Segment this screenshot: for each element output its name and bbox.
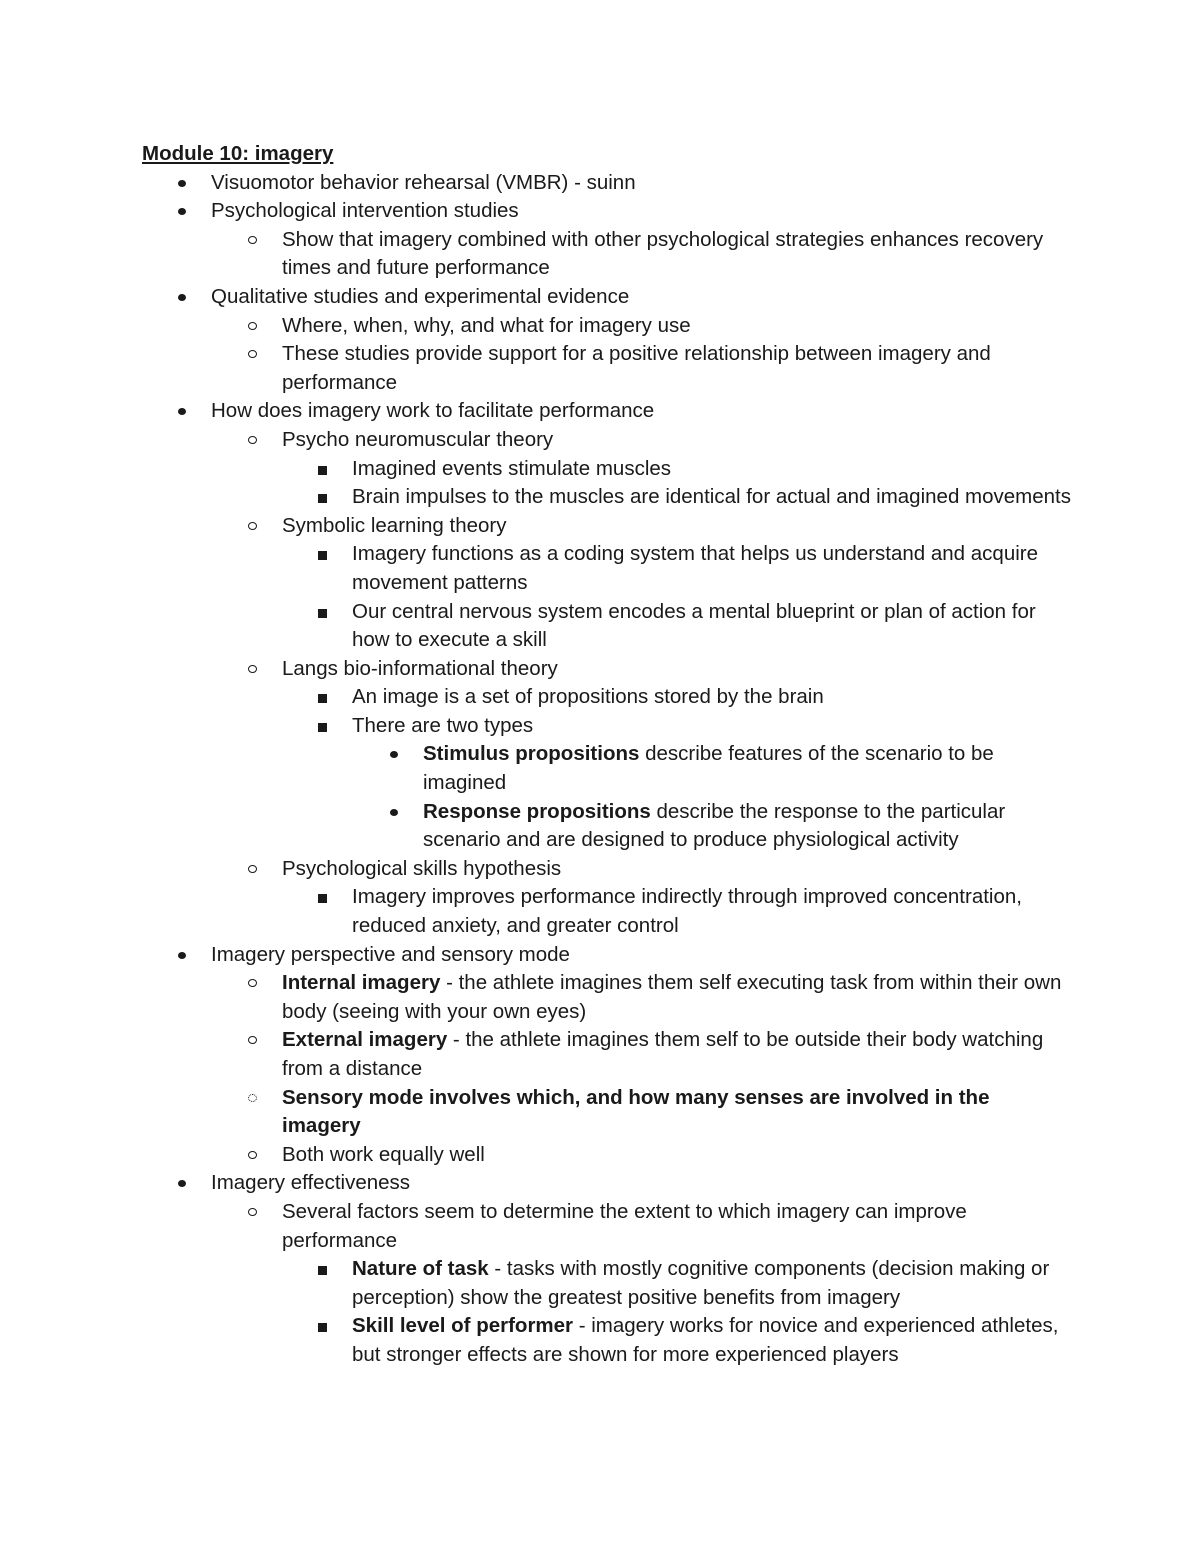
bullet-square-icon [316,483,330,512]
bullet-circle-icon [246,226,260,255]
bullet-disc-icon [175,941,189,970]
list-item: Langs bio-informational theory [142,655,1072,684]
list-item: Imagery effectiveness [142,1169,1072,1198]
bullet-disc-icon [175,397,189,426]
list-item: Brain impulses to the muscles are identical for actual and imagined movements [142,483,1072,512]
bullet-square-icon [316,683,330,712]
list-item: Imagined events stimulate muscles [142,455,1072,484]
list-item: These studies provide support for a positive relationship between imagery and performance [142,340,1072,397]
bullet-circle-icon [246,855,260,884]
list-item: An image is a set of propositions stored by the brain [142,683,1072,712]
bullet-circle-icon [246,426,260,455]
list-item: Symbolic learning theory [142,512,1072,541]
bullet-square-icon [316,455,330,484]
bullet-square-icon [316,883,330,912]
bullet-circle-icon [246,312,260,341]
list-item: Where, when, why, and what for imagery use [142,312,1072,341]
document-body [142,140,1072,1370]
list-item: Several factors seem to determine the extent to which imagery can improve performance [142,1198,1072,1255]
list-item: There are two types [142,712,1072,741]
bullet-disc-icon [387,798,401,827]
list-item: Qualitative studies and experimental evidence [142,283,1072,312]
list-item: How does imagery work to facilitate performance [142,397,1072,426]
list-item: Imagery functions as a coding system that helps us understand and acquire movement patterns [142,540,1072,597]
bullet-disc-icon [175,169,189,198]
bullet-square-icon [316,712,330,741]
list-item: Stimulus propositions describe features of the scenario to be imagined [142,740,1072,797]
bullet-circle-icon [246,969,260,998]
list-item: Both work equally well [142,1141,1072,1170]
bullet-circle-icon [246,512,260,541]
bullet-circle-icon [246,340,260,369]
bullet-disc-icon [387,740,401,769]
bullet-circle-icon [246,1141,260,1170]
bullet-square-icon [316,540,330,569]
bullet-circle-icon [246,1026,260,1055]
list-item: Sensory mode involves which, and how many senses are involved in the imagery [142,1084,1072,1141]
list-item: Psychological intervention studies [142,197,1072,226]
list-item: Imagery perspective and sensory mode [142,941,1072,970]
page-title: Module 10: imagery [142,142,334,165]
bullet-disc-icon [175,283,189,312]
list-item: Show that imagery combined with other psychological strategies enhances recovery times and future performance [142,226,1072,283]
list-item: Nature of task - tasks with mostly cognitive components (decision making or perception) show the greatest positive benefits from imagery [142,1255,1072,1312]
list-item: Imagery improves performance indirectly through improved concentration, reduced anxiety, and greater control [142,883,1072,940]
bullet-disc-icon [175,197,189,226]
bullet-square-icon [316,1255,330,1284]
bullet-circle-icon [246,655,260,684]
bullet-disc-icon [175,1169,189,1198]
list-item: Psycho neuromuscular theory [142,426,1072,455]
bullet-dotted-circle-icon [246,1084,260,1113]
list-item: Skill level of performer - imagery works for novice and experienced athletes, but stronger effects are shown for more experienced players [142,1312,1072,1369]
list-item: Psychological skills hypothesis [142,855,1072,884]
list-item: Our central nervous system encodes a mental blueprint or plan of action for how to execute a skill [142,598,1072,655]
list-item: Response propositions describe the response to the particular scenario and are designed to produce physiological activity [142,798,1072,855]
list-item: External imagery - the athlete imagines them self to be outside their body watching from a distance [142,1026,1072,1083]
list-item: Internal imagery - the athlete imagines them self executing task from within their own body (seeing with your own eyes) [142,969,1072,1026]
bullet-square-icon [316,1312,330,1341]
list-item: Visuomotor behavior rehearsal (VMBR) - suinn [142,169,1072,198]
bullet-square-icon [316,598,330,627]
bullet-circle-icon [246,1198,260,1227]
